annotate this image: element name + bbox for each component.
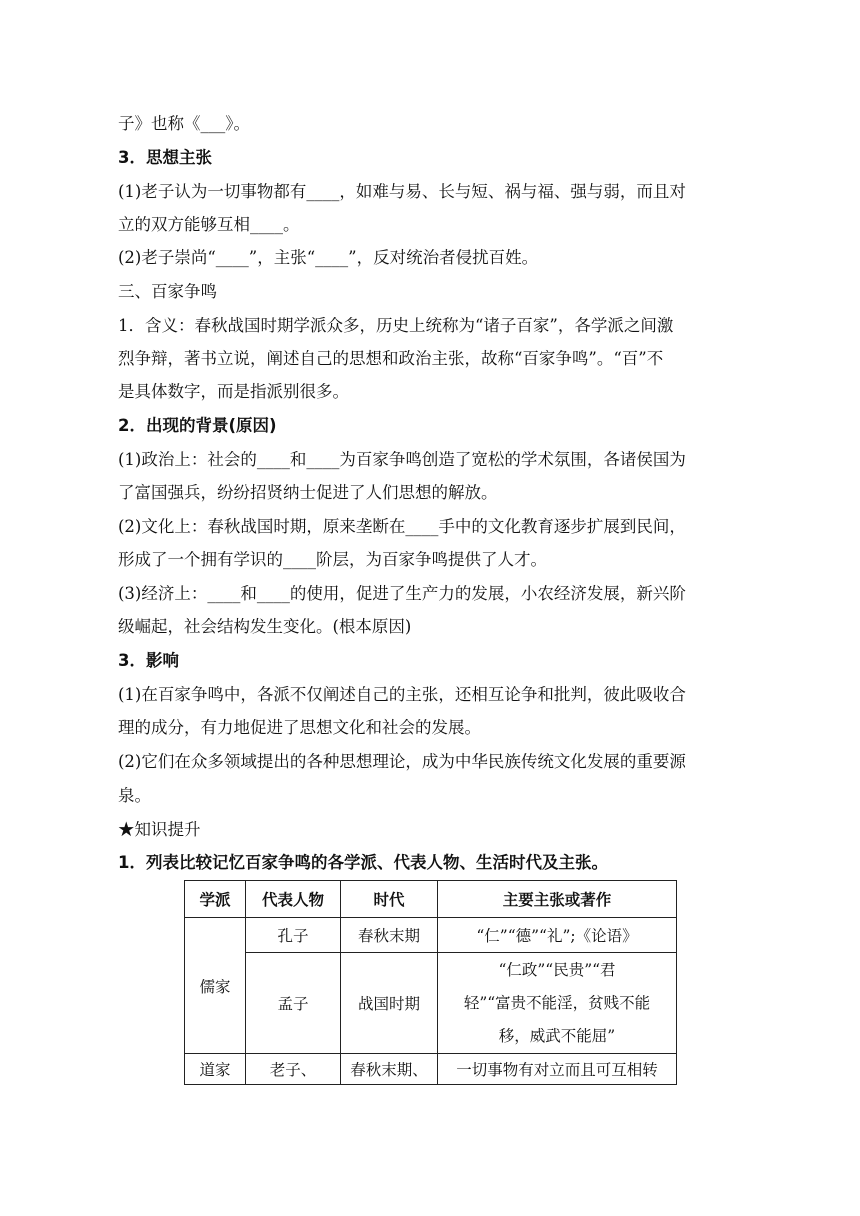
text-line: 形成了一个拥有学识的____阶层，为百家争鸣提供了人才。 [118, 550, 547, 569]
text-line: (2)老子崇尚“____”，主张“____”，反对统治者侵扰百姓。 [118, 248, 539, 267]
comparison-table [184, 880, 677, 1085]
text-line: (1)政治上：社会的____和____为百家争鸣创造了宽松的学术氛围，各诸侯国为 [118, 450, 686, 469]
table-header-row [185, 881, 677, 918]
text-line: 烈争辩，著书立说，阐述自己的思想和政治主张，故称“百家争鸣”。“百”不 [118, 349, 664, 368]
table-row [185, 1054, 677, 1085]
table-row [185, 953, 677, 1054]
section-heading: 1．列表比较记忆百家争鸣的各学派、代表人物、生活时代及主张。 [118, 853, 608, 872]
section-heading: 3．思想主张 [118, 148, 212, 167]
text-line: 立的双方能够互相____。 [118, 215, 300, 234]
text-line: (3)经济上：____和____的使用，促进了生产力的发展，小农经济发展，新兴阶 [118, 584, 686, 603]
section-heading: 3．影响 [118, 651, 179, 670]
text-line: 泉。 [118, 786, 151, 805]
table-cell: 老子、 [246, 1054, 341, 1085]
table-cell: 春秋末期 [341, 918, 438, 953]
text-line: (1)在百家争鸣中，各派不仅阐述自己的主张，还相互论争和批判，彼此吸收合 [118, 685, 686, 704]
cell-line: 轻”“富贵不能淫，贫贱不能 [463, 993, 651, 1012]
text-line: 1．含义：春秋战国时期学派众多，历史上统称为“诸子百家”，各学派之间激 [118, 316, 674, 335]
table-row [185, 918, 677, 953]
table-cell: 春秋末期、 [341, 1054, 438, 1085]
text-line: (2)文化上：春秋战国时期，原来垄断在____手中的文化教育逐步扩展到民间， [118, 517, 686, 536]
text-line: 子》也称《___》。 [118, 114, 250, 133]
table-cell: 道家 [185, 1054, 246, 1085]
section-heading: 三、百家争鸣 [118, 282, 217, 301]
table-cell: 孔子 [246, 918, 341, 953]
text-line: (1)老子认为一切事物都有____，如难与易、长与短、祸与福、强与弱，而且对 [118, 182, 686, 201]
cell-line: “仁政”“民贵”“君 [498, 960, 616, 979]
section-heading: ★知识提升 [118, 820, 201, 839]
text-line: (2)它们在众多领域提出的各种思想理论，成为中华民族传统文化发展的重要源 [118, 752, 686, 771]
table-cell: 儒家 [185, 918, 246, 1054]
table-cell: 战国时期 [341, 953, 438, 1054]
table-cell: “仁”“德”“礼”;《论语》 [438, 918, 677, 953]
text-line: 了富国强兵，纷纷招贤纳士促进了人们思想的解放。 [118, 483, 498, 502]
text-line: 理的成分，有力地促进了思想文化和社会的发展。 [118, 718, 481, 737]
text-line: 是具体数字，而是指派别很多。 [118, 382, 349, 401]
table-header-cell: 主要主张或著作 [438, 881, 677, 918]
table-cell [438, 953, 677, 1054]
text-line: 级崛起，社会结构发生变化。(根本原因) [118, 617, 412, 636]
section-heading: 2．出现的背景(原因) [118, 416, 277, 435]
table-cell: 一切事物有对立而且可互相转 [438, 1054, 677, 1085]
table-header-cell: 时代 [341, 881, 438, 918]
table-cell: 孟子 [246, 953, 341, 1054]
table-header-cell: 学派 [185, 881, 246, 918]
cell-line: 移，威武不能屈” [498, 1026, 616, 1045]
table-header-cell: 代表人物 [246, 881, 341, 918]
